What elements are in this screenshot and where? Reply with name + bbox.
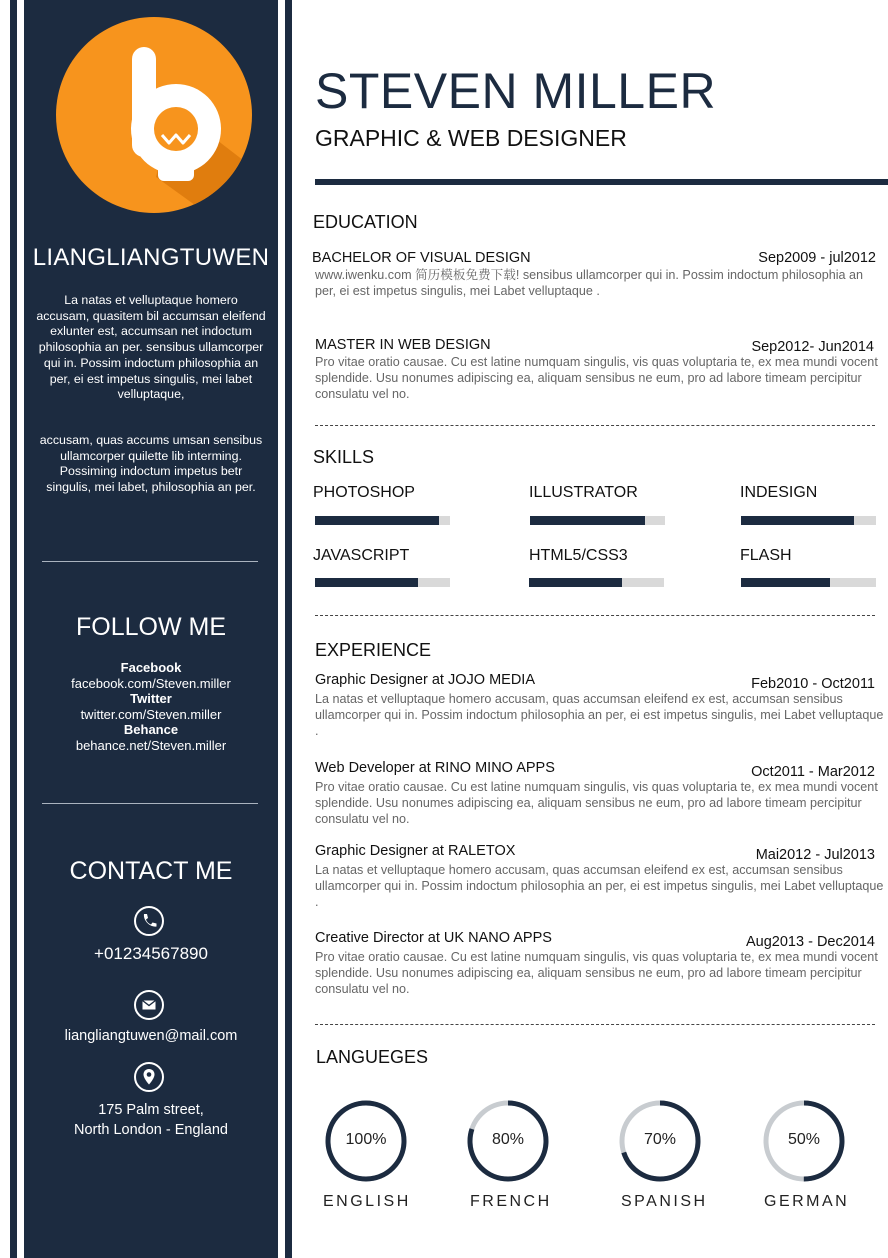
sidebar-divider (42, 803, 258, 804)
language-name: SPANISH (621, 1193, 708, 1210)
experience-date: Mai2012 - Jul2013 (755, 847, 875, 863)
sidebar (24, 0, 278, 1258)
skill-label: INDESIGN (740, 484, 818, 501)
language-percent: 70% (643, 1131, 677, 1148)
logo-icon (56, 17, 252, 213)
experience-date: Aug2013 - Dec2014 (746, 934, 875, 950)
experience-desc: La natas et velluptaque homero accusam, quas accumsan eleifend ex est, accumsan sensibus ullamcorper qui in. Possim indoctum philosophia an per, ei est impetus singulis, mei Labet velluptaque . (315, 863, 884, 909)
behance-label: Behance (123, 722, 179, 738)
job-title: GRAPHIC & WEB DESIGNER (315, 125, 627, 151)
facebook-link[interactable]: facebook.com/Steven.miller (71, 675, 231, 691)
language-percent: 50% (787, 1131, 821, 1148)
skill-bar (315, 516, 450, 525)
header-rule (315, 179, 888, 185)
education-date: Sep2009 - jul2012 (758, 250, 876, 266)
section-divider (315, 425, 875, 426)
sidebar-bio-1: La natas et velluptaque homero accusam, quasitem bil accumsan eleifend exlunter est, accumsan net indoctum philosophia an per. sensibus ullamcorper qui in. Possim indoctum philosophia an per, ei est impetus singulis, mei labet velluptaque, (36, 293, 266, 402)
experience-title: Graphic Designer at RALETOX (315, 843, 516, 859)
address-line-1: 175 Palm street, (98, 1102, 204, 1118)
contact-heading: CONTACT ME (69, 857, 233, 885)
experience-title: Creative Director at UK NANO APPS (315, 930, 552, 946)
full-name: STEVEN MILLER (315, 63, 717, 119)
skills-heading: SKILLS (313, 447, 375, 467)
experience-desc: Pro vitae oratio causae. Cu est latine numquam singulis, vis quas voluptaria te, ex mea mundi vocent splendide. Usu nonumes adipiscing ea, aliquam sensibus ne eum, pro ad labore timeam percipitur consulatu vel no. (315, 950, 878, 996)
experience-date: Feb2010 - Oct2011 (751, 676, 875, 692)
skill-bar-fill (529, 578, 622, 587)
language-name: FRENCH (470, 1193, 552, 1210)
email-address[interactable]: liangliangtuwen@mail.com (64, 1028, 238, 1044)
education-date: Sep2012- Jun2014 (751, 339, 874, 355)
skill-label: PHOTOSHOP (313, 484, 415, 501)
phone-number[interactable]: +01234567890 (94, 944, 208, 963)
skill-label: ILLUSTRATOR (529, 484, 638, 501)
education-heading: EDUCATION (313, 212, 418, 232)
skill-label: HTML5/CSS3 (529, 547, 628, 564)
phone-icon (134, 906, 164, 936)
language-percent: 80% (491, 1131, 525, 1148)
mail-icon (134, 990, 164, 1020)
divider-stripe (285, 0, 292, 1258)
follow-heading: FOLLOW ME (75, 613, 226, 641)
skill-bar-fill (741, 516, 854, 525)
section-divider (315, 1024, 875, 1025)
skill-bar (741, 578, 876, 587)
education-desc: Pro vitae oratio causae. Cu est latine numquam singulis, vis quas voluptaria te, ex mea mundi vocent splendide. Usu nonumes adipiscing ea, aliquam sensibus ne eum, pro ad labore timeam percipitur consulatu vel no. (315, 355, 878, 401)
experience-heading: EXPERIENCE (315, 640, 432, 660)
facebook-label: Facebook (120, 660, 182, 675)
sidebar-name: LIANGLIANGTUWEN (32, 244, 270, 271)
language-percent: 100% (345, 1131, 387, 1148)
experience-desc: Pro vitae oratio causae. Cu est latine numquam singulis, vis quas voluptaria te, ex mea mundi vocent splendide. Usu nonumes adipiscing ea, aliquam sensibus ne eum, pro ad labore timeam percipitur consulatu vel no. (315, 780, 878, 826)
skill-bar (529, 578, 664, 587)
language-name: ENGLISH (323, 1193, 411, 1210)
education-title: MASTER IN WEB DESIGN (315, 337, 491, 353)
location-icon (134, 1062, 164, 1092)
skill-bar-fill (530, 516, 645, 525)
skill-bar (530, 516, 665, 525)
skill-label: JAVASCRIPT (313, 547, 410, 564)
experience-date: Oct2011 - Mar2012 (751, 764, 875, 780)
language-name: GERMAN (764, 1193, 850, 1210)
languages-heading: LANGUEGES (316, 1047, 429, 1067)
skill-label: FLASH (740, 547, 792, 564)
skill-bar (741, 516, 876, 525)
experience-desc: La natas et velluptaque homero accusam, quas accumsan eleifend ex est, accumsan sensibus ullamcorper qui in. Possim indoctum philosophia an per, ei est impetus singulis, mei Labet velluptaque . (315, 692, 884, 738)
sidebar-divider (42, 561, 258, 562)
twitter-link[interactable]: twitter.com/Steven.miller (80, 706, 222, 722)
twitter-label: Twitter (130, 691, 172, 707)
skill-bar-fill (315, 578, 418, 587)
experience-title: Web Developer at RINO MINO APPS (315, 760, 555, 776)
section-divider (315, 615, 875, 616)
left-edge-stripe (10, 0, 17, 1258)
skill-bar-fill (315, 516, 439, 525)
address-line-2: North London - England (74, 1122, 228, 1138)
skill-bar-fill (741, 578, 830, 587)
experience-title: Graphic Designer at JOJO MEDIA (315, 672, 535, 688)
skill-bar (315, 578, 450, 587)
sidebar-bio-2: accusam, quas accums umsan sensibus ullamcorper quilette lib interming. Possiming indoctum impetus betr singulis, mei labet, philosophia an per. (39, 433, 263, 495)
education-desc: www.iwenku.com 简历模板免费下载! sensibus ullamcorper qui in. Possim indoctum philosophia an per, ei est impetus singulis, mei Labet velluptaque . (315, 268, 864, 298)
behance-link[interactable]: behance.net/Steven.miller (75, 737, 227, 753)
social-list (24, 660, 278, 754)
education-title: BACHELOR OF VISUAL DESIGN (312, 250, 531, 266)
